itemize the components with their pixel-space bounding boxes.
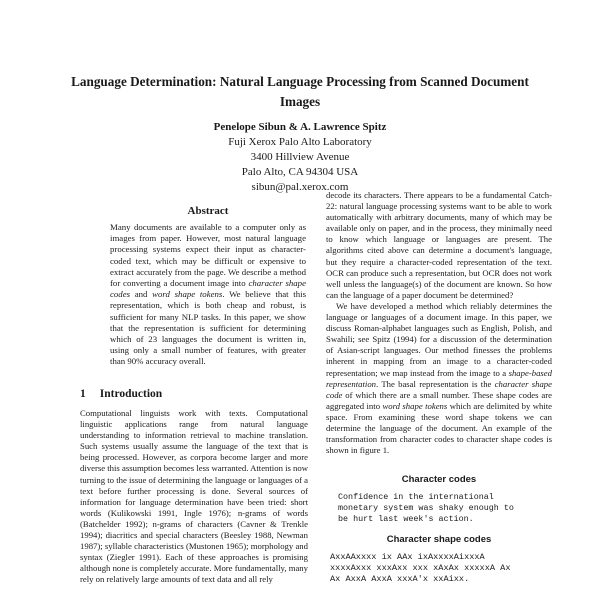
introduction-text: Computational linguists work with texts. Computational linguistic applications range from natural language understanding to information retrieval to machine translation. Such systems usually assume the language of the text that is being processed. However, as corpora become larger and more diverse this assumption becomes less warranted. Attention is now turning to the issue of determining the language or languages of a text before further processing is done. Several sources of information for language determination have been tried: short words (Kulikowski 1991, Ingle 1976); n-grams of words (Batchelder 1992); n-grams of characters (Cavner & Trenkle 1994); diacritics and special characters (Beesley 1988, Newman 1987); syllable characteristics (Mustonen 1965); morphology and syntax (Ziegler 1991). Each of these approaches is promising although none is completely accurate. More fundamentally, many rely on relatively large amounts of text data and all rely: [80, 408, 308, 585]
paragraph-part: of which there are a small number. These shape codes are aggregated into: [326, 389, 552, 411]
abstract-text: [110, 222, 306, 368]
abstract-part: and: [130, 289, 153, 300]
figure-character-code-text: Confidence in the international monetary system was shaky enough to be hurt last week's action.: [338, 492, 514, 524]
section-number: 1: [80, 388, 86, 400]
paper-title: Language Determination: Natural Language Processing from Scanned Document Images: [71, 74, 529, 109]
abstract-part: Many documents are available to a computer only as images from paper. However, most natural language processing systems expect their input as character-coded text, which may be difficult or expensive to extract accurately from the page. We describe a method for converting a document image into: [110, 222, 306, 289]
paragraph-part: which are delimited by white space. From examining these word shape tokens we can determine the language of the document. An example of the transformation from character codes to character shape codes is shown in figure 1.: [326, 400, 552, 456]
email: sibun@pal.xerox.com: [251, 181, 349, 193]
paragraph-part: We have developed a method which reliably determines the language or languages of a document image. In this paper, we discuss Roman-alphabet languages such as English, Polish, and Swahili; see Spitz (1994) for a discussion of the determination of Asian-script languages. Our method finesses the problems inherent in mapping from an image to a character-coded representation; we map instead from the image to a: [326, 300, 552, 378]
term-shape-based-representation: shape-based representation: [326, 367, 552, 389]
figure-caption-shape-codes: Character shape codes: [386, 534, 492, 545]
figure-shape-code-text: AxxAAxxxx ix AAx ixAxxxxAixxxA xxxxAxxx xxxAxx xxx xAxAx xxxxxA Ax Ax AxxA AxxA xxxA'x xxAixx.: [330, 552, 511, 584]
paragraph: [326, 301, 552, 456]
paragraph: decode its characters. There appears to be a fundamental Catch-22: natural language processing systems want to be able to work automatically with arbitrary documents, many of which may be available only on paper, and in the process, they minimally need to know which language or languages are present. The algorithms cited above can determine a document's language, but they require a character-coded representation of the text. OCR can produce such a representation, but OCR does not work well unless the language(s) of the document are known. So how can the language of a paper document be determined?: [326, 190, 552, 300]
figure-caption-character-codes: Character codes: [401, 474, 477, 485]
term-character-shape-codes: character shape codes: [110, 278, 306, 300]
city-line: Palo Alto, CA 94304 USA: [241, 166, 359, 178]
term-word-shape-tokens: word shape tokens: [382, 400, 448, 411]
section-title: Introduction: [99, 388, 163, 400]
term-word-shape-tokens: word shape tokens: [152, 289, 223, 300]
right-column-text: [326, 190, 552, 472]
affiliation: Fuji Xerox Palo Alto Laboratory: [228, 136, 372, 148]
abstract-heading: Abstract: [187, 205, 229, 217]
abstract-part: . We believe that this representation, which is both cheap and robust, is sufficient for many NLP tasks. In this paper, we show that the representation is sufficient for determining which of 23 languages the document is written in, using only a small number of features, with greater than 90% accuracy overall.: [110, 289, 306, 367]
section-heading: [80, 388, 310, 400]
address-line: 3400 Hillview Avenue: [250, 151, 350, 163]
author-names: Penelope Sibun & A. Lawrence Spitz: [213, 121, 387, 133]
author-block: [150, 120, 450, 195]
term-character-shape-code: character shape code: [326, 378, 552, 400]
paragraph-part: . The basal representation is the: [376, 378, 495, 389]
